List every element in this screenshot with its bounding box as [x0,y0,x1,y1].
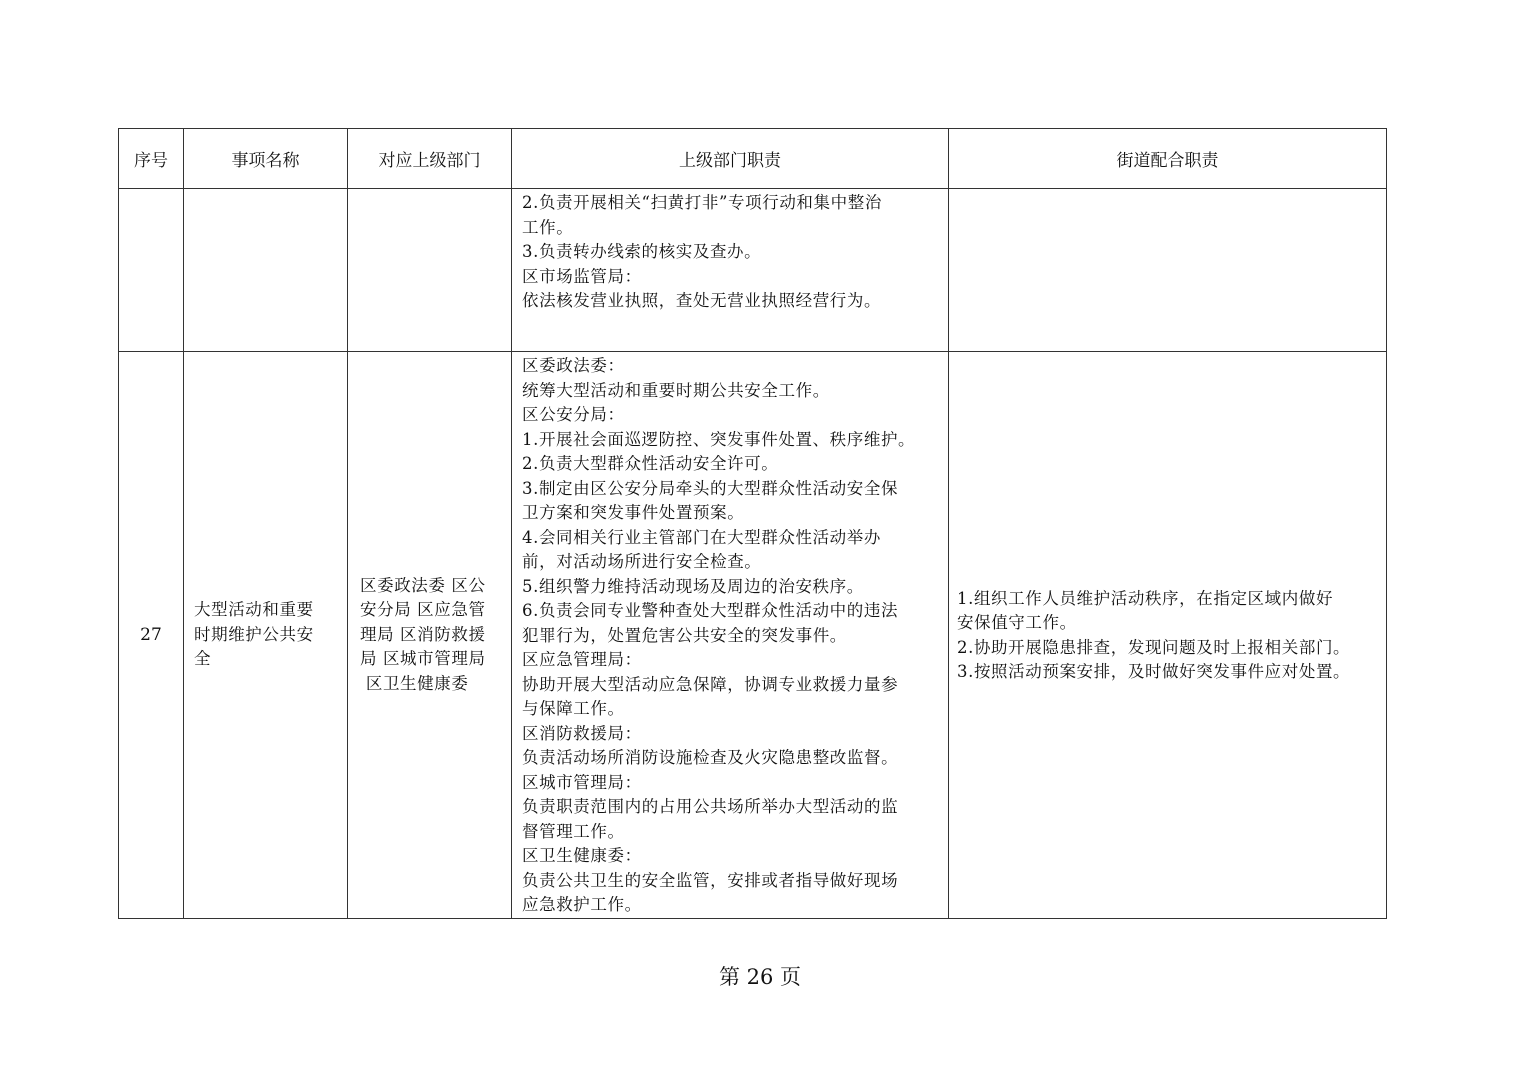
duty-line: 区市场监管局： [522,266,642,286]
item-name-line: 大型活动和重要 [194,600,314,619]
duty-line: 犯罪行为，处置危害公共安全的突发事件。 [522,625,847,645]
duty-line: 区卫生健康委： [522,846,642,865]
duty-line: 应急救护工作。 [522,895,642,914]
duty-line: 负责职责范围内的占用公共场所举办大型活动的监 [522,797,899,816]
dept-line: 理局 区消防救援 [360,624,486,644]
duty-line: 3.负责转办线索的核实及查办。 [522,242,762,261]
cell-seq: 27 [119,352,184,919]
table-row-continued [119,189,1387,352]
item-name-line: 全 [194,649,212,668]
dept-line: 区委政法委 区公 [360,575,486,595]
duty-line: 区消防救援局： [522,723,642,743]
dept-line: 区卫生健康委 [360,673,469,693]
duty-line: 前，对活动场所进行安全检查。 [522,552,762,571]
duty-line: 3.制定由区公安分局牵头的大型群众性活动安全保 [522,478,899,498]
duty-line: 依法核发营业执照，查处无营业执照经营行为。 [522,291,882,310]
duty-line: 协助开展大型活动应急保障，协调专业救援力量参 [522,674,899,694]
responsibility-table [118,128,1387,919]
duty-line: 区应急管理局： [522,650,642,669]
page-number: 第 26 页 [718,965,802,989]
duty-line: 督管理工作。 [522,821,625,841]
header-superior-duty: 上级部门职责 [512,129,949,189]
duty-line: 区公安分局： [522,405,625,424]
duty-line: 1.开展社会面巡逻防控、突发事件处置、秩序维护。 [522,429,916,449]
duty-line: 统筹大型活动和重要时期公共安全工作。 [522,380,830,400]
duty-line: 区城市管理局： [522,772,642,792]
dept-line: 安分局 区应急管 [360,600,486,619]
header-street-duty: 街道配合职责 [949,129,1387,189]
cell-item-empty [184,189,348,352]
cell-dept-empty [348,189,512,352]
duty-line: 4.会同相关行业主管部门在大型群众性活动举办 [522,527,881,547]
duty-line: 2.负责开展相关“扫黄打非”专项行动和集中整治 [522,193,882,212]
cell-seq-empty [119,189,184,352]
cell-item-name [184,352,348,919]
header-superior-dept: 对应上级部门 [348,129,512,189]
cell-superior-dept [348,352,512,919]
street-duty-line: 3.按照活动预案安排，及时做好突发事件应对处置。 [957,662,1351,682]
street-duty-line: 2.协助开展隐患排查，发现问题及时上报相关部门。 [957,637,1351,657]
street-duty-line: 安保值守工作。 [957,613,1077,633]
duty-line: 负责活动场所消防设施检查及火灾隐患整改监督。 [522,748,899,767]
item-name-line: 时期维护公共安 [194,624,314,644]
header-seq: 序号 [119,129,184,189]
cell-superior-duty-27 [512,352,949,919]
cell-street-empty [949,189,1387,352]
duty-line: 负责公共卫生的安全监管，安排或者指导做好现场 [522,870,899,890]
duty-line: 与保障工作。 [522,699,625,718]
cell-street-duty [949,352,1387,919]
table-row-27 [119,352,1387,919]
duty-line: 卫方案和突发事件处置预案。 [522,503,745,522]
table-header-row [119,129,1387,189]
duty-line: 6.负责会同专业警种查处大型群众性活动中的违法 [522,601,899,620]
dept-line: 局 区城市管理局 [360,649,486,668]
duty-line: 5.组织警力维持活动现场及周边的治安秩序。 [522,576,864,596]
street-duty-line: 1.组织工作人员维护活动秩序，在指定区域内做好 [957,588,1334,608]
duty-line: 2.负责大型群众性活动安全许可。 [522,454,779,473]
cell-superior-duty [512,189,949,352]
duty-line: 区委政法委： [522,356,625,375]
duty-line: 工作。 [522,217,574,237]
header-item-name: 事项名称 [184,129,348,189]
